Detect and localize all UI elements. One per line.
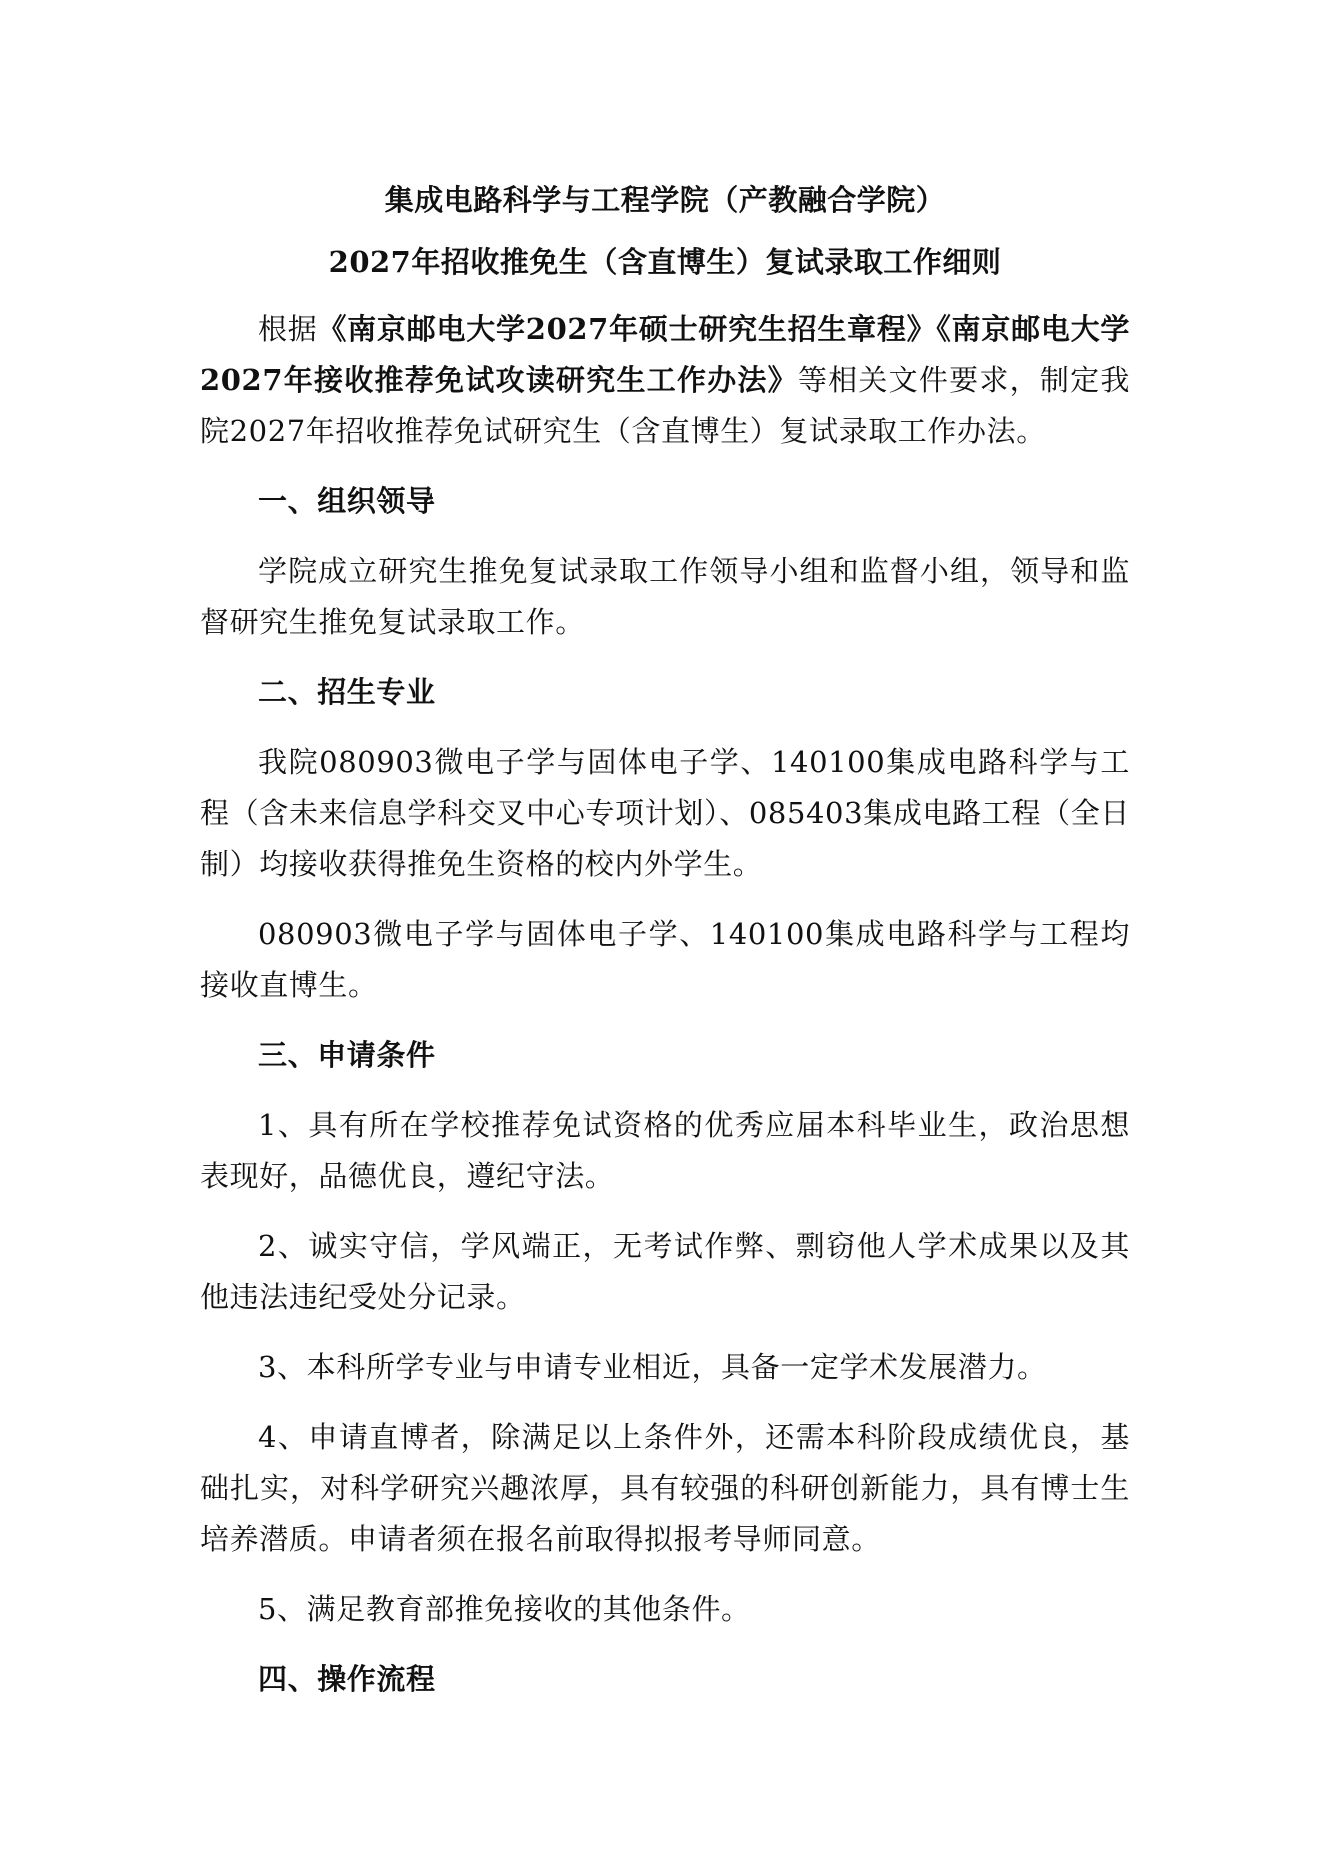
condition-item-4: 4、申请直博者，除满足以上条件外，还需本科阶段成绩优良，基础扎实，对科学研究兴趣浓厚，具有较强的科研创新能力，具有博士生培养潜质。申请者须在报名前取得拟报考导师同意。 bbox=[200, 1420, 1130, 1556]
intro-paragraph bbox=[200, 304, 1130, 457]
condition-item-5: 5、满足教育部推免接收的其他条件。 bbox=[258, 1592, 751, 1626]
document-title-line-2: 2027年招收推免生（含直博生）复试录取工作细则 bbox=[328, 245, 1002, 279]
intro-suffix: 等相关文件要求，制定我院2027年招收推荐免试研究生（含直博生）复试录取工作办法。 bbox=[200, 363, 1130, 448]
document-body bbox=[200, 170, 1130, 1705]
section-heading-organization: 一、组织领导 bbox=[258, 484, 436, 518]
section-heading-conditions: 三、申请条件 bbox=[258, 1038, 436, 1072]
document-title-line-1: 集成电路科学与工程学院（产教融合学院） bbox=[384, 183, 946, 217]
section-heading-majors: 二、招生专业 bbox=[258, 675, 436, 709]
intro-doc-2: 《南京邮电大学2027年接收推荐免试攻读研究生工作办法》 bbox=[200, 312, 1131, 397]
condition-item-1: 1、具有所在学校推荐免试资格的优秀应届本科毕业生，政治思想表现好，品德优良，遵纪守法。 bbox=[200, 1108, 1130, 1193]
section-majors-paragraph-2: 080903微电子学与固体电子学、140100集成电路科学与工程均接收直博生。 bbox=[200, 917, 1130, 1002]
section-majors-paragraph-1: 我院080903微电子学与固体电子学、140100集成电路科学与工程（含未来信息学科交叉中心专项计划）、085403集成电路工程（全日制）均接收获得推免生资格的校内外学生。 bbox=[200, 745, 1130, 881]
intro-doc-1: 《南京邮电大学2027年硕士研究生招生章程》 bbox=[317, 312, 937, 346]
condition-item-3: 3、本科所学专业与申请专业相近，具备一定学术发展潜力。 bbox=[258, 1350, 1047, 1384]
section-heading-procedure: 四、操作流程 bbox=[258, 1662, 436, 1696]
section-organization-paragraph: 学院成立研究生推免复试录取工作领导小组和监督小组，领导和监督研究生推免复试录取工作。 bbox=[200, 554, 1130, 639]
intro-prefix: 根据 bbox=[258, 312, 318, 346]
condition-item-2: 2、诚实守信，学风端正，无考试作弊、剽窃他人学术成果以及其他违法违纪受处分记录。 bbox=[200, 1229, 1130, 1314]
